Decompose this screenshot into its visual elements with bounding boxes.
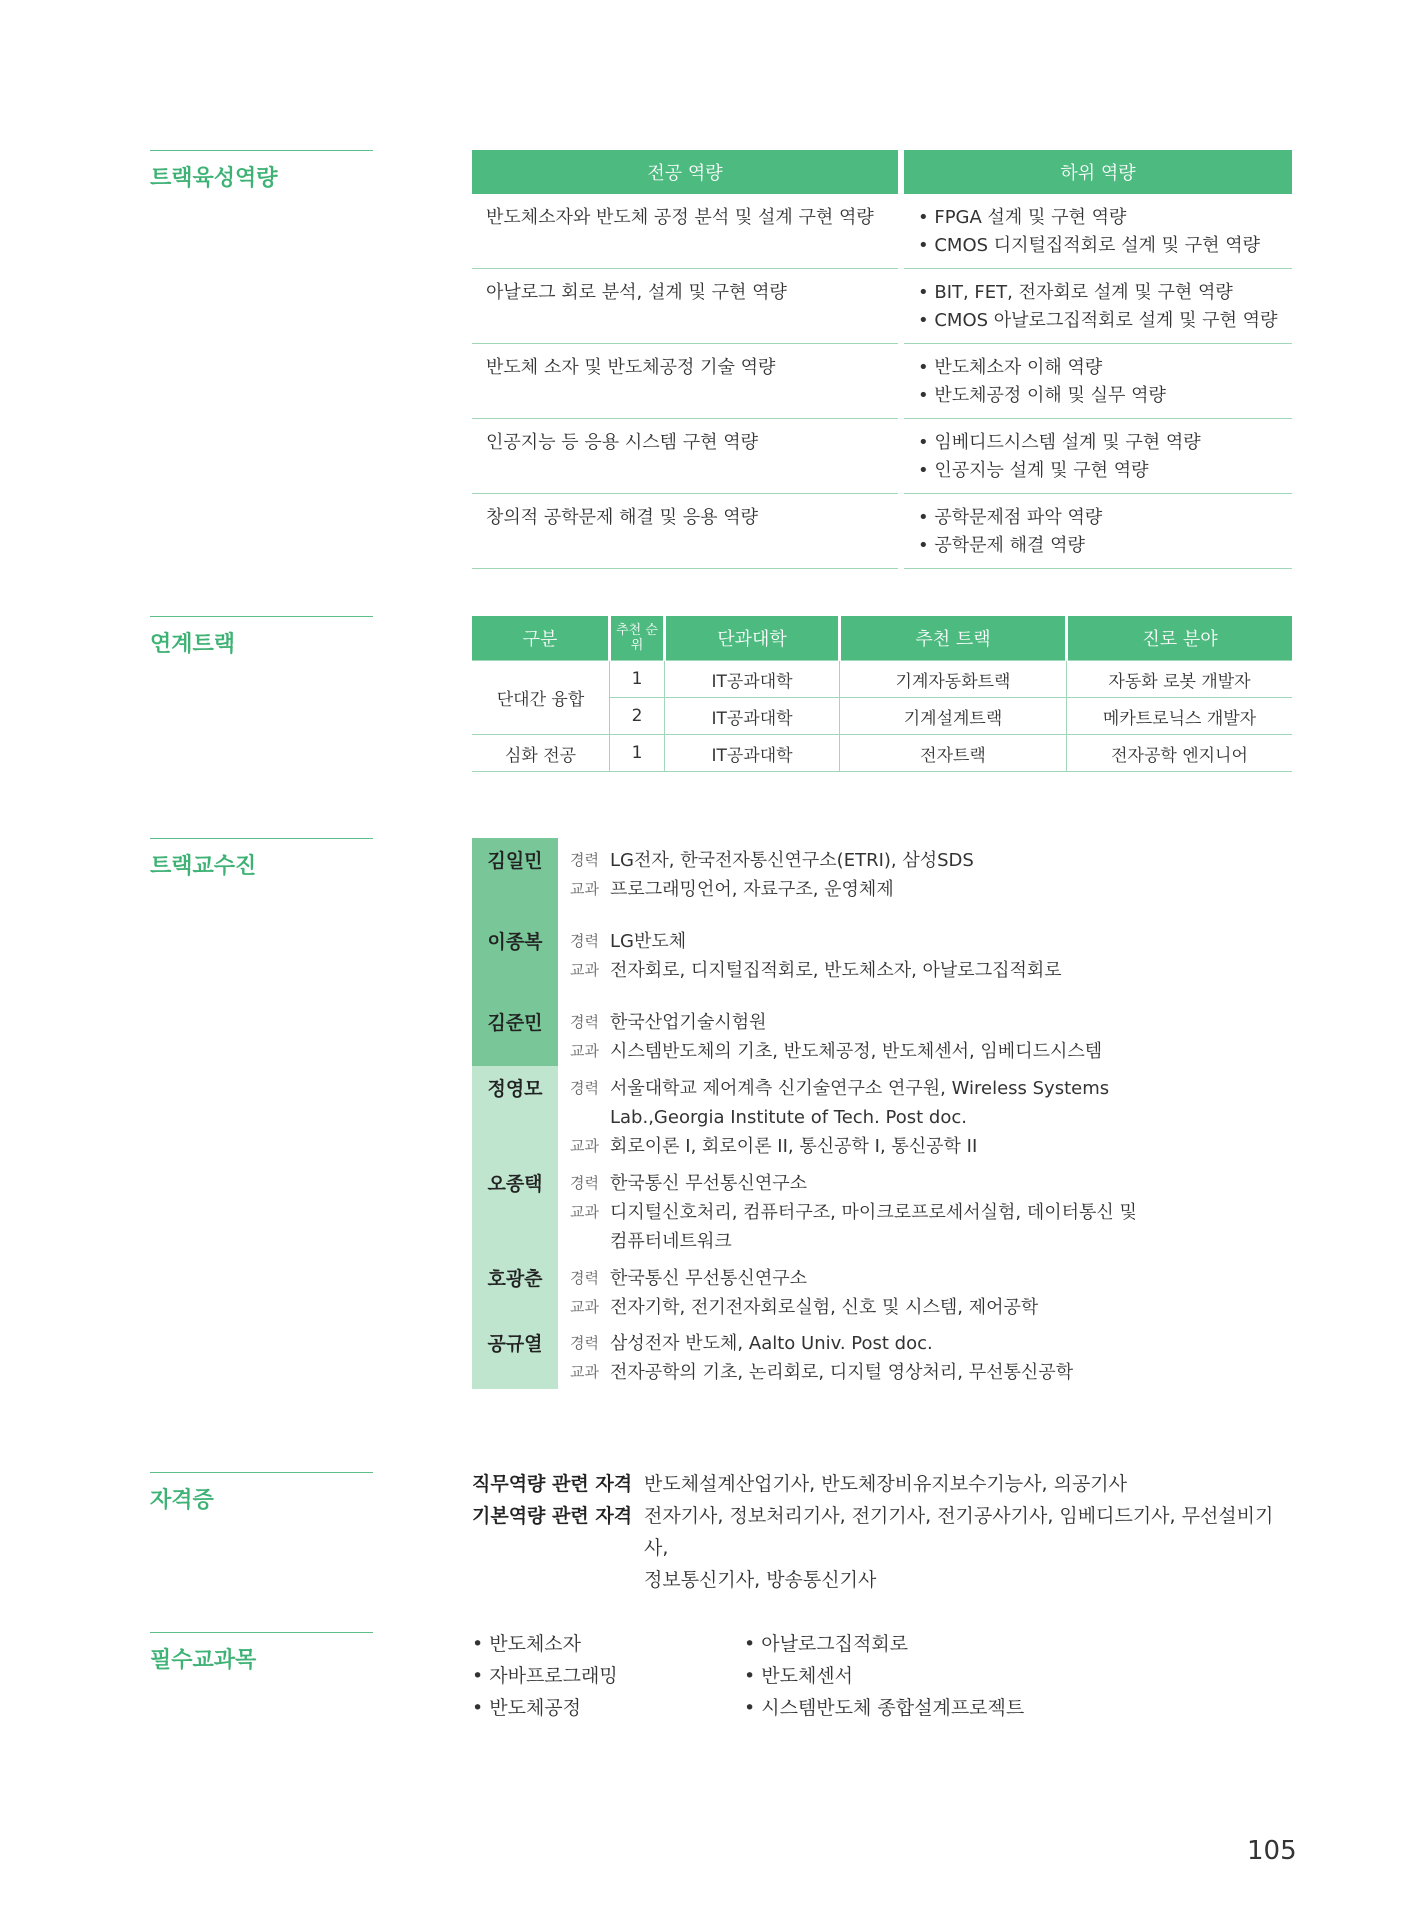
list-item: • 반도체소자 <box>472 1633 582 1655</box>
sub-cell: • 공학문제점 파악 역량 • 공학문제 해결 역량 <box>904 494 1292 569</box>
career-cell: 메카트로닉스 개발자 <box>1067 698 1293 735</box>
major-cell: 반도체 소자 및 반도체공정 기술 역량 <box>472 344 898 419</box>
table-row <box>472 661 1292 698</box>
faculty-name: 김준민 <box>472 1000 558 1066</box>
certificate-row: 기본역량 관련 자격 전자기사, 정보처리기사, 전기기사, 전기공사기사, 임베디드기사, 무선설비기사, <box>472 1505 1274 1559</box>
section-title-faculty: 트랙교수진 <box>150 838 373 880</box>
table-row <box>472 419 1292 494</box>
track-cell: 기계설계트랙 <box>840 698 1067 735</box>
faculty-row: 김준민 경력 한국산업기술시험원 교과 시스템반도체의 기초, 반도체공정, 반도체센서, 임베디드시스템 <box>472 1000 1292 1066</box>
faculty-row: 호광춘 경력 한국통신 무선통신연구소 교과 전자기학, 전기전자회로실험, 신호 및 시스템, 제어공학 <box>472 1256 1292 1321</box>
sub-cell: • 임베디드시스템 설계 및 구현 역량 • 인공지능 설계 및 구현 역량 <box>904 419 1292 494</box>
certificate-row: 직무역량 관련 자격 반도체설계산업기사, 반도체장비유지보수기능사, 의공기사 <box>472 1473 1128 1495</box>
sub-cell: • BIT, FET, 전자회로 설계 및 구현 역량 • CMOS 아날로그집적회로 설계 및 구현 역량 <box>904 269 1292 344</box>
section-title-certificate: 자격증 <box>150 1472 373 1514</box>
list-item: • 아날로그집적회로 <box>744 1633 909 1655</box>
table-row <box>472 194 1292 269</box>
table-header-row <box>472 616 1292 661</box>
list-item: • 시스템반도체 종합설계프로젝트 <box>744 1697 1025 1719</box>
table-header-row <box>472 150 1292 194</box>
category-cell: 단대간 융합 <box>472 661 610 735</box>
faculty-row: 정영모 경력 서울대학교 제어계측 신기술연구소 연구원, Wireless Systems Lab.,Georgia Institute of Tech. Post doc. 교과 회로이론 I, 회로이론 II, 통신공학 I, 통신공학 II <box>472 1066 1292 1161</box>
major-cell: 창의적 공학문제 해결 및 응용 역량 <box>472 494 898 569</box>
major-cell: 인공지능 등 응용 시스템 구현 역량 <box>472 419 898 494</box>
header-category: 구분 <box>472 616 610 661</box>
career-cell: 자동화 로봇 개발자 <box>1067 661 1293 698</box>
faculty-name: 정영모 <box>472 1066 558 1161</box>
table-row <box>472 494 1292 569</box>
faculty-list <box>472 838 1292 1389</box>
college-cell: IT공과대학 <box>665 661 840 698</box>
list-item: • 반도체센서 <box>744 1665 854 1687</box>
rank-cell: 1 <box>610 735 665 772</box>
section-title-linked: 연계트랙 <box>150 616 373 658</box>
list-item: • 반도체공정 <box>472 1697 582 1719</box>
sub-cell: • FPGA 설계 및 구현 역량 • CMOS 디지털집적회로 설계 및 구현 역량 <box>904 194 1292 269</box>
competency-table-wrap <box>472 150 1292 569</box>
section-title-required: 필수교과목 <box>150 1632 373 1674</box>
required-course-list <box>472 1628 1292 1724</box>
certificate-list <box>472 1468 1292 1596</box>
faculty-name: 김일민 <box>472 838 558 919</box>
header-major: 전공 역량 <box>472 150 898 194</box>
table-row <box>472 344 1292 419</box>
competency-table <box>472 150 1292 569</box>
track-cell: 전자트랙 <box>840 735 1067 772</box>
table-row <box>472 735 1292 772</box>
faculty-name: 호광춘 <box>472 1256 558 1321</box>
track-cell: 기계자동화트랙 <box>840 661 1067 698</box>
faculty-name: 이종복 <box>472 919 558 1000</box>
header-career: 진로 분야 <box>1067 616 1293 661</box>
page-number: 105 <box>1247 1836 1297 1866</box>
career-cell: 전자공학 엔지니어 <box>1067 735 1293 772</box>
header-sub: 하위 역량 <box>904 150 1292 194</box>
college-cell: IT공과대학 <box>665 735 840 772</box>
section-faculty <box>150 838 1290 1389</box>
sub-cell: • 반도체소자 이해 역량 • 반도체공정 이해 및 실무 역량 <box>904 344 1292 419</box>
faculty-row: 오종택 경력 한국통신 무선통신연구소 교과 디지털신호처리, 컴퓨터구조, 마이크로프로세서실험, 데이터통신 및 컴퓨터네트워크 <box>472 1161 1292 1256</box>
rank-cell: 2 <box>610 698 665 735</box>
table-row <box>472 269 1292 344</box>
faculty-row: 공규열 경력 삼성전자 반도체, Aalto Univ. Post doc. 교과 전자공학의 기초, 논리회로, 디지털 영상처리, 무선통신공학 <box>472 1321 1292 1389</box>
header-rank: 추천 순위 <box>610 616 665 661</box>
header-college: 단과대학 <box>665 616 840 661</box>
list-item: • 자바프로그래밍 <box>472 1665 618 1687</box>
faculty-row: 김일민 경력 LG전자, 한국전자통신연구소(ETRI), 삼성SDS 교과 프로그래밍언어, 자료구조, 운영체제 <box>472 838 1292 919</box>
faculty-name: 오종택 <box>472 1161 558 1256</box>
college-cell: IT공과대학 <box>665 698 840 735</box>
section-title-competency: 트랙육성역량 <box>150 150 373 192</box>
linked-table <box>472 616 1292 772</box>
linked-table-wrap <box>472 616 1292 772</box>
certificate-row: 정보통신기사, 방송통신기사 <box>644 1569 877 1591</box>
header-track: 추천 트랙 <box>840 616 1067 661</box>
faculty-row: 이종복 경력 LG반도체 교과 전자회로, 디지털집적회로, 반도체소자, 아날로그집적회로 <box>472 919 1292 1000</box>
category-cell: 심화 전공 <box>472 735 610 772</box>
faculty-name: 공규열 <box>472 1321 558 1389</box>
major-cell: 반도체소자와 반도체 공정 분석 및 설계 구현 역량 <box>472 194 898 269</box>
rank-cell: 1 <box>610 661 665 698</box>
major-cell: 아날로그 회로 분석, 설계 및 구현 역량 <box>472 269 898 344</box>
